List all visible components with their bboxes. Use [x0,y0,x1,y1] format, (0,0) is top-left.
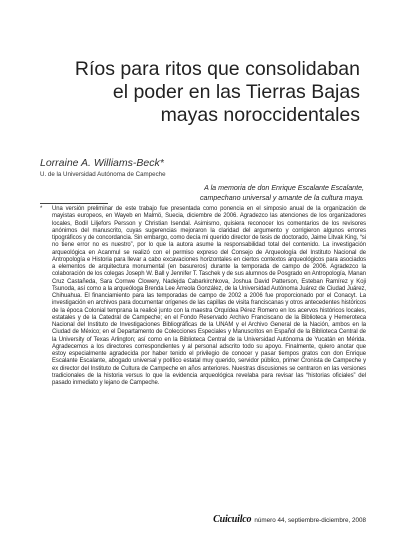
title-line-1: Ríos para ritos que consolidaban [74,58,360,80]
title-line-2: el poder en las Tierras Bajas [112,81,360,103]
dedication-line-2: campechano universal y amante de la cultura maya. [199,193,364,202]
author-name: Lorraine A. Williams-Beck* [40,157,164,169]
page-footer [213,514,366,525]
dedication [150,184,364,203]
journal-logo: Cuicuilco [213,514,252,525]
author-affiliation: U. de la Universidad Autónoma de Campeche [40,171,166,178]
article-title [40,58,360,127]
dedication-line-1: A la memoria de don Enrique Escalante Escalante, [204,184,364,192]
author-block [40,157,370,179]
footnote-marker: * [40,206,43,212]
footnote-divider [40,203,108,204]
title-line-3: mayas noroccidentales [160,104,360,126]
footnote-text: Una versión preliminar de este trabajo fue presentada como ponencia en el simposio anual de la organización de mayistas europeos, en Wayeb en Malmö, Suecia, diciembre de 2006. Agradezco las atenciones de los organizadores locales, Bodil Liljefors Persson y Christian Isendal. Asimismo, quisiera reconocer los comentarios de los revisores anónimos del manuscrito, cuyas sugerencias mejoraron la claridad del argumento y corrigieron algunos errores tipográficos y de concordancia. Sin embargo, como decía mi querido director de tesis de doctorado, Jaime Litvak King, “si no tiene error no es nuestro”, por lo que la autora asume la responsabilidad total del contenido. La investigación arqueológica en Acanmul se realizó con el permiso expreso del Consejo de Arqueología del Instituto Nacional de Antropología e Historia para llevar a cabo excavaciones horizontales en ciertos contextos arqueológicos para asociados a elementos de arquitectura monumental (en basureros) durante la temporada de campo de 2006. Agradezco la colaboración de los colegas Joseph W. Ball y Jennifer T. Taschek y de sus alumnos de Posgrado en Antropología, Manan Cruz Castañeda, Sara Cornwe Clowery, Nadejda Cabarkirchkova, Joshua David Patterson, Esteban Ramírez y Koji Tsunoda, así como a la arqueóloga Brenda Lee Arreola González, de la Universidad Autónoma Juárez de Ciudad Juárez, Chihuahua. El financiamiento para las temporadas de campo de 2002 a 2006 fue proporcionado por el Conacyt. La investigación en archivos para documentar orígenes de las capillas de visita franciscanas y otros antecedentes históricos de la época Colonial temprana la realicé junto con la maestra Orquídea Pérez Romero en los acervos históricos locales, estatales y de la Catedral de Campeche; en el Fondo Reservado Archivo Franciscano de la Biblioteca y Hemeroteca Nacional del Instituto de Investigaciones Bibliográficas de la UNAM y el Archivo General de la Nación, ambos en la Ciudad de México; en el Departamento de Colecciones Especiales y Manuscritos en Español de la Biblioteca Central de la University of Texas Arlington; así como en la Biblioteca Central de la Universidad Autónoma de Yucatán en Mérida. Agradecemos a los directores correspondientes y al personal adscrito todo su apoyo. Finalmente, quiero anotar que estoy especialmente agradecida por haber tenido el privilegio de conocer y pasar tiempos gratos con don Enrique Escalante Escalante, abogado universal y político estatal muy querido, servidor público, primer Cronista de Campeche y ex director del Instituto de Cultura de Campeche en años anteriores. Nuestras discusiones se centraron en las versiones tradicionales de la historia versus lo que la evidencia arqueológica revelaba para revisar las “historias oficiales” del pasado inmediato y lejano de Campeche. [52,206,366,386]
issue-info: número 44, septiembre-diciembre, 2008 [254,517,366,524]
footnote [40,206,366,387]
